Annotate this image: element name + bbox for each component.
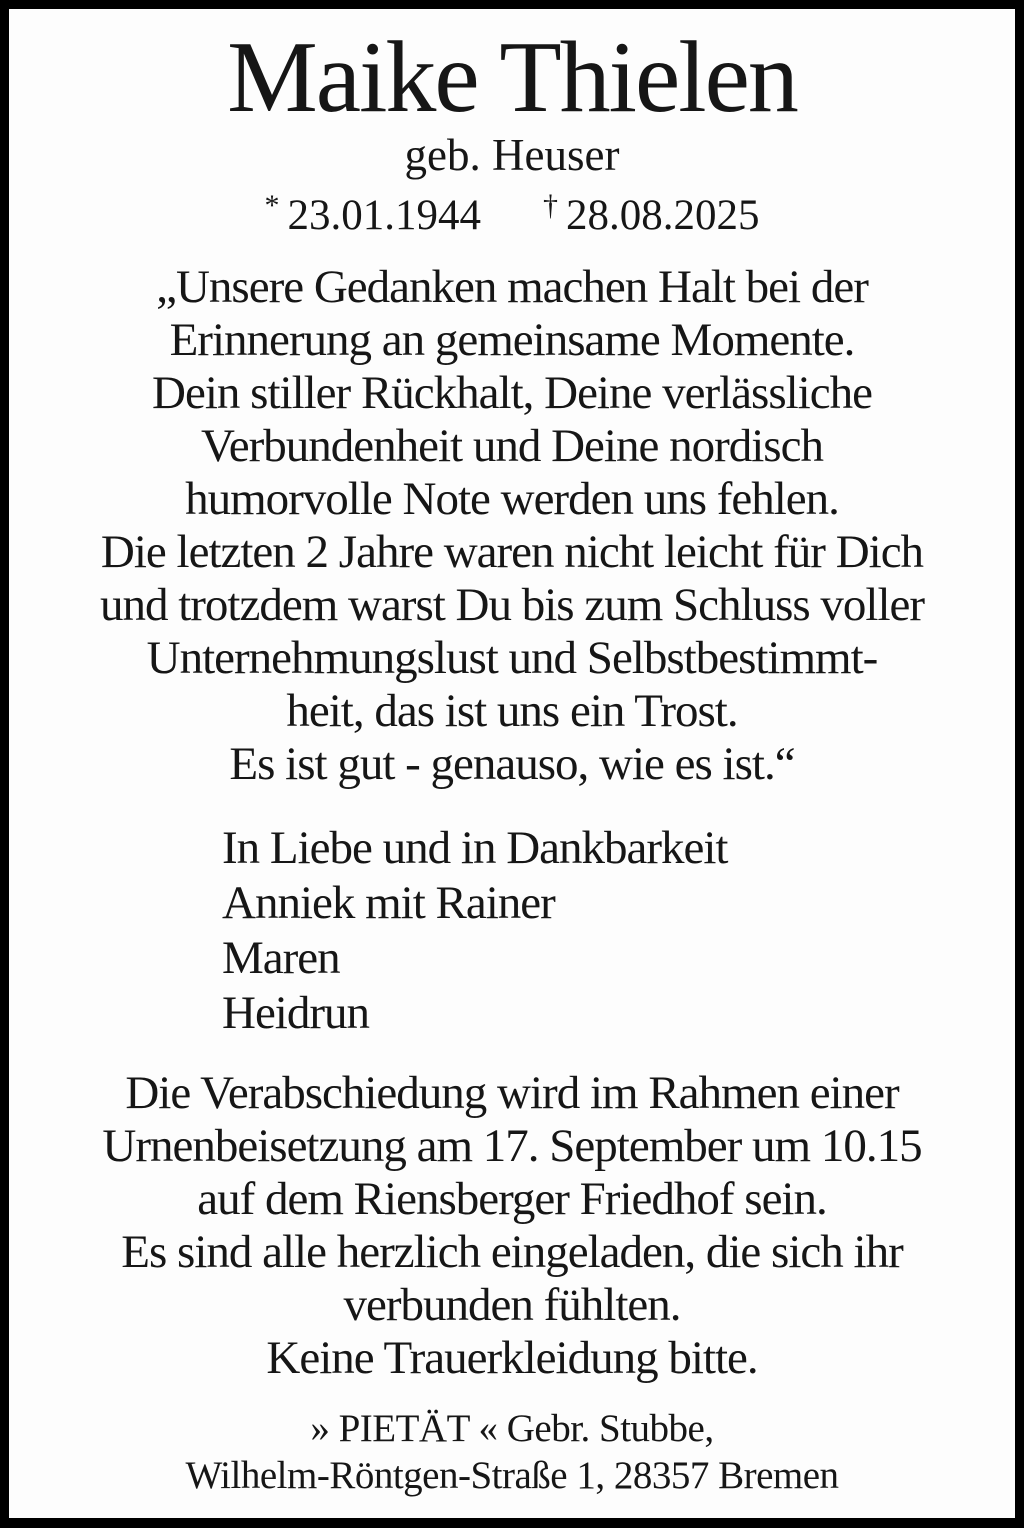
funeral-announcement [9, 1067, 1015, 1385]
death-date: 28.08.2025 [566, 191, 760, 239]
funeral-home-address: Wilhelm-Röntgen-Straße 1, 28357 Bremen [185, 1453, 839, 1497]
mourner-name: Heidrun [222, 986, 370, 1039]
obituary-sheet [9, 9, 1015, 1518]
birth-date: 23.01.1944 [287, 191, 481, 239]
condolence-intro: In Liebe und in Dankbarkeit [222, 821, 728, 874]
mourner-name: Anniek mit Rainer [222, 876, 555, 929]
quote-line: Dein stiller Rückhalt, Deine verlässliche [152, 366, 872, 419]
deceased-name: Maike Thielen [227, 21, 797, 134]
quote-line: und trotzdem warst Du bis zum Schluss voller [99, 578, 925, 631]
mourner-name: Maren [222, 931, 340, 984]
quote-line: „Unsere Gedanken machen Halt bei der [156, 260, 868, 313]
quote-line: Unternehmungslust und Selbstbestimmt- [146, 631, 878, 684]
announcement-line: Keine Trauerkleidung bitte. [266, 1331, 758, 1384]
quote-line: heit, das ist uns ein Trost. [286, 684, 738, 737]
quote-line: Es ist gut - genauso, wie es ist.“ [229, 737, 795, 790]
announcement-line: Es sind alle herzlich eingeladen, die sich ihr [121, 1225, 903, 1278]
funeral-home-block [9, 1405, 1015, 1499]
announcement-line: Die Verabschiedung wird im Rahmen einer [125, 1066, 899, 1119]
life-dates [9, 189, 1015, 239]
maiden-name: geb. Heuser [404, 130, 620, 180]
birth-asterisk-icon: * [264, 188, 280, 222]
condolence-block [9, 821, 1015, 1041]
announcement-line: verbunden fühlten. [343, 1278, 681, 1331]
quote-line: humorvolle Note werden uns fehlen. [185, 472, 839, 525]
quote-line: Erinnerung an gemeinsame Momente. [169, 313, 855, 366]
memorial-quote [9, 261, 1015, 791]
quote-line: Die letzten 2 Jahre waren nicht leicht für Dich [100, 525, 924, 578]
announcement-line: Urnenbeisetzung am 17. September um 10.15 [102, 1119, 922, 1172]
death-dagger-icon: † [543, 188, 558, 222]
announcement-line: auf dem Riensberger Friedhof sein. [197, 1172, 827, 1225]
funeral-home-name: » PIETÄT « Gebr. Stubbe, [310, 1406, 714, 1450]
quote-line: Verbundenheit und Deine nordisch [201, 419, 823, 472]
